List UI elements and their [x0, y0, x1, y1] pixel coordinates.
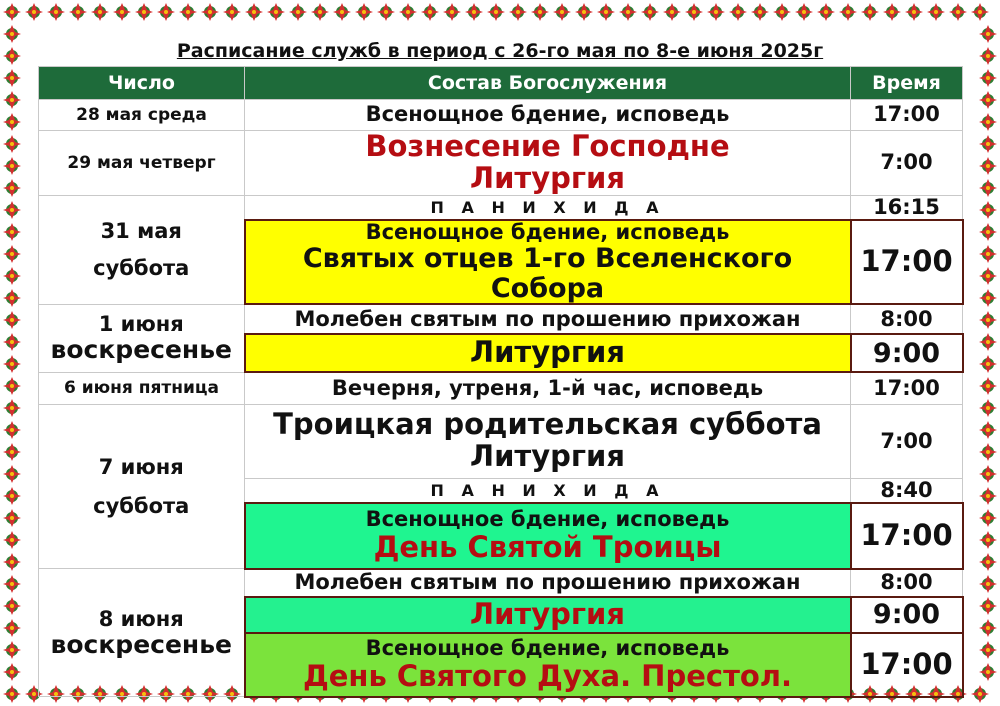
- date-weekday: воскресенье: [50, 335, 232, 365]
- poinsettia-flower: [979, 267, 997, 285]
- poinsettia-flower: [773, 3, 791, 21]
- poinsettia-flower: [179, 3, 197, 21]
- poinsettia-flower: [3, 157, 21, 175]
- poinsettia-flower: [3, 245, 21, 263]
- poinsettia-flower: [3, 399, 21, 417]
- feast-name: День Святого Духа. Престол.: [302, 658, 793, 693]
- poinsettia-flower: [3, 685, 21, 703]
- poinsettia-flower: [979, 597, 997, 615]
- header-date: Число: [39, 67, 245, 100]
- table-row: [39, 131, 963, 196]
- poinsettia-flower: [597, 3, 615, 21]
- poinsettia-flower: [861, 3, 879, 21]
- time-cell: 17:00: [851, 633, 963, 697]
- poinsettia-flower: [267, 3, 285, 21]
- poinsettia-flower: [641, 3, 659, 21]
- poinsettia-flower: [3, 289, 21, 307]
- poinsettia-flower: [707, 3, 725, 21]
- service-cell: Литургия: [245, 334, 851, 372]
- poinsettia-flower: [979, 91, 997, 109]
- header-time: Время: [851, 67, 963, 100]
- poinsettia-flower: [223, 3, 241, 21]
- poinsettia-flower: [979, 311, 997, 329]
- date-cell: [39, 304, 245, 372]
- poinsettia-flower: [979, 421, 997, 439]
- poinsettia-flower: [795, 3, 813, 21]
- poinsettia-flower: [979, 575, 997, 593]
- poinsettia-flower: [553, 3, 571, 21]
- time-cell: 8:40: [851, 478, 963, 503]
- poinsettia-flower: [443, 3, 461, 21]
- poinsettia-flower: [69, 3, 87, 21]
- table-row: [39, 100, 963, 131]
- poinsettia-flower: [3, 377, 21, 395]
- poinsettia-flower: [927, 3, 945, 21]
- poinsettia-flower: [663, 3, 681, 21]
- poinsettia-flower: [3, 421, 21, 439]
- header-service: Состав Богослужения: [245, 67, 851, 100]
- poinsettia-flower: [3, 355, 21, 373]
- poinsettia-flower: [979, 135, 997, 153]
- poinsettia-flower: [979, 333, 997, 351]
- poinsettia-flower: [685, 3, 703, 21]
- poinsettia-flower: [3, 487, 21, 505]
- poinsettia-flower: [3, 311, 21, 329]
- table-header-row: [39, 67, 963, 100]
- date-cell: [39, 569, 245, 697]
- poinsettia-flower: [751, 3, 769, 21]
- poinsettia-flower: [465, 3, 483, 21]
- poinsettia-flower: [3, 531, 21, 549]
- feast-name: Вознесение Господне: [365, 129, 730, 163]
- table-row: [39, 404, 963, 478]
- service-cell: П А Н И Х И Д А: [245, 478, 851, 503]
- poinsettia-flower: [979, 487, 997, 505]
- service-name: Троицкая родительская суббота: [273, 407, 822, 442]
- poinsettia-flower: [3, 201, 21, 219]
- service-cell: Молебен святым по прошению прихожан: [245, 569, 851, 597]
- poinsettia-flower: [905, 3, 923, 21]
- poinsettia-flower: [3, 91, 21, 109]
- time-cell: 7:00: [851, 404, 963, 478]
- date-cell: [39, 404, 245, 569]
- poinsettia-flower: [487, 3, 505, 21]
- poinsettia-flower: [3, 553, 21, 571]
- service-name: Всенощное бдение, исповедь: [365, 636, 730, 661]
- poinsettia-flower: [979, 201, 997, 219]
- poinsettia-flower: [979, 553, 997, 571]
- date-day: 7 июня: [98, 454, 184, 479]
- table-row: [39, 372, 963, 404]
- poinsettia-flower: [157, 3, 175, 21]
- time-cell: 17:00: [851, 100, 963, 131]
- poinsettia-flower: [3, 443, 21, 461]
- poinsettia-flower: [377, 3, 395, 21]
- time-cell: 8:00: [851, 304, 963, 334]
- poinsettia-flower: [979, 641, 997, 659]
- poinsettia-flower: [817, 3, 835, 21]
- date-weekday: суббота: [93, 255, 190, 280]
- service-cell: П А Н И Х И Д А: [245, 195, 851, 220]
- service-name: Литургия: [470, 439, 625, 474]
- poinsettia-flower: [979, 377, 997, 395]
- poinsettia-flower: [91, 3, 109, 21]
- table-row: [39, 569, 963, 597]
- date-cell: 28 мая среда: [39, 100, 245, 131]
- feast-name: День Святой Троицы: [373, 529, 722, 564]
- date-day: 1 июня: [98, 312, 184, 337]
- poinsettia-flower: [3, 135, 21, 153]
- table-row: [39, 195, 963, 220]
- time-cell: 7:00: [851, 131, 963, 196]
- poinsettia-flower: [3, 465, 21, 483]
- poinsettia-flower: [509, 3, 527, 21]
- poinsettia-flower: [979, 245, 997, 263]
- service-cell: [245, 220, 851, 304]
- poinsettia-flower: [979, 619, 997, 637]
- service-name: Всенощное бдение, исповедь: [365, 219, 730, 244]
- poinsettia-flower: [979, 443, 997, 461]
- poinsettia-flower: [979, 157, 997, 175]
- poinsettia-flower: [3, 333, 21, 351]
- poinsettia-flower: [971, 685, 989, 703]
- page-title: Расписание служб в период с 26-го мая по 8-е июня 2025г: [176, 40, 824, 62]
- poinsettia-flower: [3, 619, 21, 637]
- poinsettia-flower: [979, 531, 997, 549]
- poinsettia-flower: [3, 223, 21, 241]
- poinsettia-flower: [421, 3, 439, 21]
- service-cell: [245, 404, 851, 478]
- time-cell: 17:00: [851, 372, 963, 404]
- date-day: 31 мая: [100, 218, 182, 243]
- time-cell: 8:00: [851, 569, 963, 597]
- date-weekday: суббота: [93, 493, 190, 518]
- poinsettia-flower: [25, 3, 43, 21]
- date-weekday: воскресенье: [50, 629, 232, 659]
- poinsettia-flower: [399, 3, 417, 21]
- poinsettia-flower: [3, 267, 21, 285]
- time-cell: 17:00: [851, 220, 963, 304]
- poinsettia-flower: [979, 399, 997, 417]
- poinsettia-flower: [245, 3, 263, 21]
- date-cell: 29 мая четверг: [39, 131, 245, 196]
- poinsettia-flower: [3, 179, 21, 197]
- poinsettia-flower: [979, 465, 997, 483]
- service-cell: [245, 503, 851, 569]
- poinsettia-flower: [979, 223, 997, 241]
- service-cell: [245, 633, 851, 697]
- service-cell: Литургия: [245, 597, 851, 633]
- service-name: Литургия: [470, 160, 625, 195]
- poinsettia-flower: [113, 3, 131, 21]
- time-cell: 16:15: [851, 195, 963, 220]
- service-cell: Всенощное бдение, исповедь: [245, 100, 851, 131]
- poinsettia-flower: [729, 3, 747, 21]
- poinsettia-flower: [979, 509, 997, 527]
- poinsettia-flower: [3, 641, 21, 659]
- time-cell: 9:00: [851, 597, 963, 633]
- poinsettia-flower: [289, 3, 307, 21]
- feast-name: Святых отцев 1-го Вселенского Собора: [302, 242, 793, 304]
- poinsettia-flower: [3, 575, 21, 593]
- poinsettia-flower: [839, 3, 857, 21]
- poinsettia-flower: [3, 509, 21, 527]
- service-cell: [245, 131, 851, 196]
- poinsettia-flower: [979, 289, 997, 307]
- poinsettia-flower: [3, 3, 21, 21]
- poinsettia-flower: [333, 3, 351, 21]
- service-name: Всенощное бдение, исповедь: [365, 507, 730, 532]
- poinsettia-flower: [619, 3, 637, 21]
- poinsettia-flower: [3, 113, 21, 131]
- date-day: 8 июня: [98, 606, 184, 631]
- poinsettia-flower: [883, 3, 901, 21]
- poinsettia-flower: [979, 113, 997, 131]
- table-row: [39, 304, 963, 334]
- time-cell: 9:00: [851, 334, 963, 372]
- date-cell: [39, 195, 245, 304]
- poinsettia-flower: [135, 3, 153, 21]
- poinsettia-flower: [979, 355, 997, 373]
- poinsettia-flower: [311, 3, 329, 21]
- poinsettia-flower: [3, 69, 21, 87]
- poinsettia-flower: [949, 3, 967, 21]
- date-cell: 6 июня пятница: [39, 372, 245, 404]
- poinsettia-flower: [3, 597, 21, 615]
- poinsettia-flower: [979, 179, 997, 197]
- poinsettia-flower: [979, 69, 997, 87]
- poinsettia-flower: [575, 3, 593, 21]
- poinsettia-flower: [3, 663, 21, 681]
- poinsettia-flower: [47, 3, 65, 21]
- service-cell: Вечерня, утреня, 1-й час, исповедь: [245, 372, 851, 404]
- time-cell: 17:00: [851, 503, 963, 569]
- poinsettia-flower: [971, 3, 989, 21]
- poinsettia-flower: [979, 663, 997, 681]
- schedule-table: [38, 66, 964, 698]
- poinsettia-flower: [355, 3, 373, 21]
- service-cell: Молебен святым по прошению прихожан: [245, 304, 851, 334]
- poinsettia-flower: [531, 3, 549, 21]
- poinsettia-flower: [201, 3, 219, 21]
